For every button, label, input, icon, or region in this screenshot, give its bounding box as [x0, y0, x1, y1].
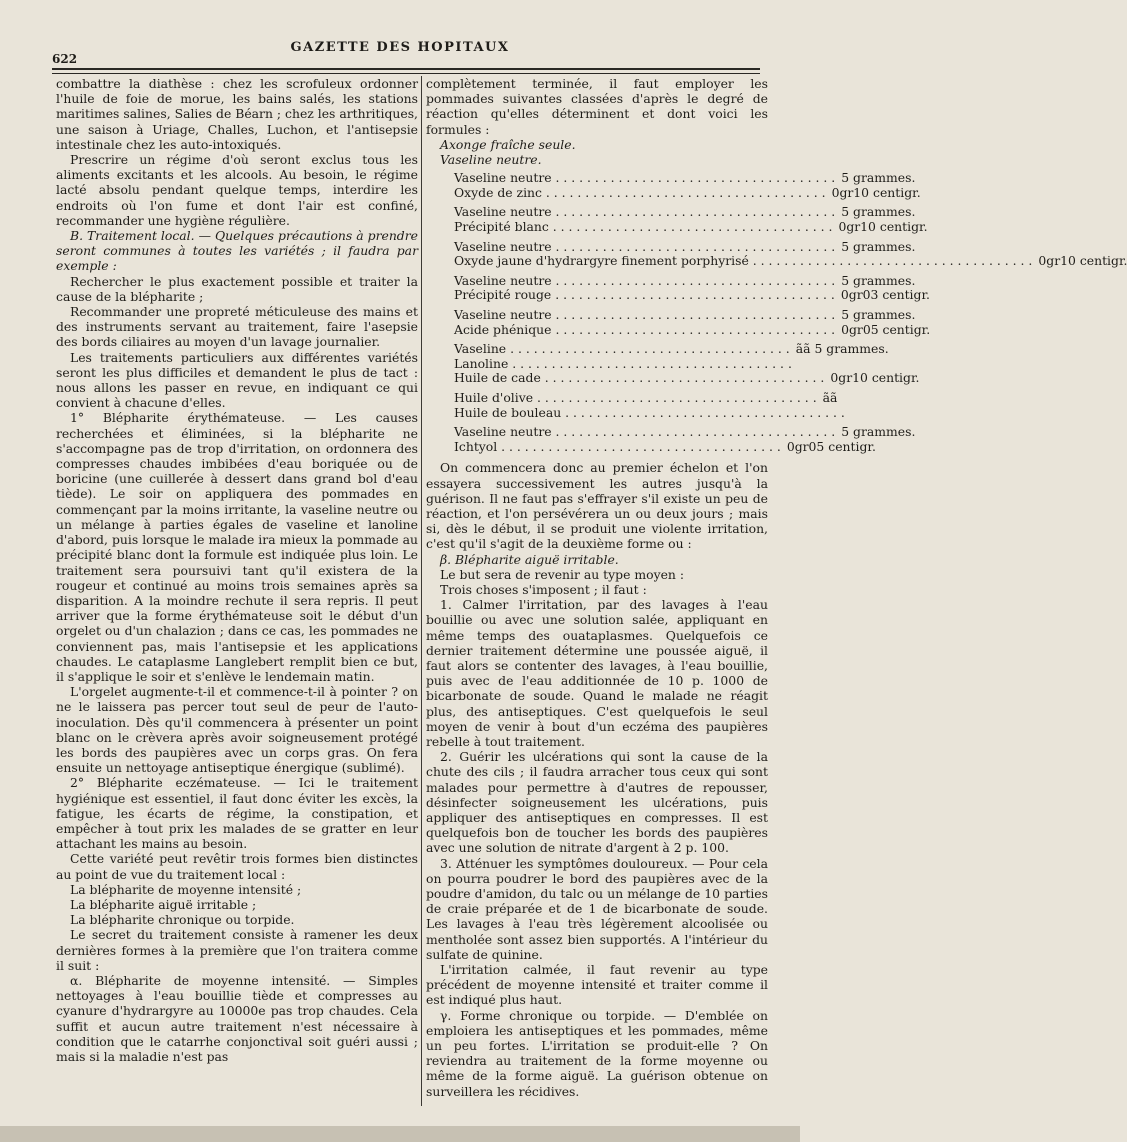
ingredient-quantity: ãã 5 grammes.	[795, 341, 889, 357]
list-item: La blépharite aiguë irritable ;	[70, 896, 257, 912]
formula	[454, 341, 920, 386]
paragraph: 1. Calmer l'irritation, par des lavages à l'eau bouillie ou avec une solution salée, appliquant en même temps des ouataplasmes. Quelquefois ce dernier traitement détermine une poussée aiguë, il faut alors se contenter des lavages, à l'eau bouillie, puis avec de l'eau additionnée de 10 p. 1000 de bicarbonate de soude. Quand le malade ne réagit plus, des antiseptiques. C'est quelquefois le seul moyen de venir à bout d'un eczéma des paupières rebelle à tout traitement.	[426, 597, 768, 749]
paragraph: Les traitements particuliers aux différentes variétés seront les plus difficiles et demandent le plus de tact : nous allons les passer en revue, en indiquant ce qui convient à chacune d'elles.	[56, 349, 418, 411]
formula	[454, 272, 930, 303]
list-item: La blépharite de moyenne intensité ;	[70, 881, 302, 897]
header-rule-thin	[52, 73, 760, 74]
ingredient-name: Vaseline neutre . . .	[454, 308, 835, 323]
ingredient-name: Vaseline neutre . . .	[454, 240, 835, 255]
ingredient-name: Lanoline . . .	[454, 357, 792, 372]
ingredient-name: Oxyde de zinc . . .	[454, 186, 826, 201]
formula-line	[454, 238, 916, 255]
formula-line	[454, 357, 744, 372]
ingredient-quantity: 0gr10 centigr.	[831, 184, 921, 200]
ingredient-quantity: 5 grammes.	[841, 170, 916, 186]
paragraph: Rechercher le plus exactement possible et traiter la cause de la blépharite ;	[56, 273, 418, 304]
section-heading: β. Blépharite aiguë irritable.	[440, 551, 619, 567]
formula	[454, 306, 931, 337]
paragraph: L'irritation calmée, il faut revenir au type précédent de moyenne intensité et traiter comme il est indiqué plus haut.	[426, 962, 768, 1008]
ingredient-quantity: 5 grammes.	[841, 272, 916, 288]
ingredient-name: Acide phénique . . .	[454, 323, 835, 338]
formula-line	[454, 306, 916, 323]
formula-list	[454, 170, 1127, 454]
paragraph: Le but sera de revenir au type moyen :	[440, 566, 684, 582]
page-number: 622	[52, 52, 78, 66]
left-column	[56, 76, 418, 1064]
section-heading: B. Traitement local. — Quelques précautions à prendre seront communes à toutes les variétés ; il faudra par exemple :	[56, 228, 418, 274]
formula-line	[454, 389, 838, 406]
formula-line	[454, 321, 931, 338]
ingredient-name: Précipité rouge . . .	[454, 288, 835, 303]
formula	[454, 424, 916, 454]
journal-title: GAZETTE DES HOPITAUX	[290, 40, 510, 55]
ingredient-name: Huile de cade . . .	[454, 371, 824, 386]
paragraph: Cette variété peut revêtir trois formes bien distinctes au point de vue du traitement local :	[56, 851, 418, 882]
ingredient-name: Vaseline . . .	[454, 342, 790, 357]
paragraph: On commencera donc au premier échelon et l'on essayera successivement les autres jusqu'à la guérison. Il ne faut pas s'effrayer s'il existe un peu de réaction, et l'on persévérera un ou deux jours ; mais si, dès le début, il se produit une violente irritation, c'est qu'il s'agit de la deuxième forme ou :	[426, 460, 768, 552]
ingredient-name: Oxyde jaune d'hydrargyre finement porphyrisé . . .	[454, 254, 1032, 269]
paragraph: Prescrire un régime d'où seront exclus tous les aliments excitants et les alcools. Au besoin, le régime lacté absolu pendant quelque temps, interdire les endroits où l'on fume et dont l'air est confiné, recommander une hygiène régulière.	[56, 152, 418, 228]
formula-line	[454, 341, 889, 357]
ingredient-quantity: 5 grammes.	[841, 306, 916, 322]
formula-line	[454, 438, 876, 455]
ingredient-quantity: 0gr05 centigr.	[786, 438, 876, 454]
formula-base: Axonge fraîche seule.	[440, 136, 576, 152]
ingredient-quantity: ãã	[822, 389, 838, 405]
formula-line	[454, 204, 916, 220]
paragraph: 3. Atténuer les symptômes douloureux. — Pour cela on pourra poudrer le bord des paupières avec de la poudre d'amidon, du talc ou un mélange de 10 parties de craie préparée et de 1 de bicarbonate de soude. Les lavages à l'eau très légèrement alcoolisée ou mentholée sont assez bien supportés. A l'intérieur du sulfate de quinine.	[426, 855, 768, 962]
paragraph: α. Blépharite de moyenne intensité. — Simples nettoyages à l'eau bouillie tiède et compresses au cyanure d'hydrargyre au 10000e pas trop chaudes. Cela suffit et aucun autre traitement n'est nécessaire à condition que le catarrhe conjonctival soit guéri aussi ; mais si la maladie n'est pas	[56, 972, 418, 1064]
ingredient-name: Vaseline neutre . . .	[454, 425, 835, 440]
ingredient-quantity: 0gr10 centigr.	[1038, 253, 1127, 269]
formula-line	[454, 287, 930, 303]
formula-line	[454, 272, 916, 289]
right-column	[426, 76, 1127, 1099]
ingredient-name: Vaseline neutre . . .	[454, 171, 835, 186]
paragraph: 2. Guérir les ulcérations qui sont la cause de la chute des cils ; il faudra arracher tous ceux qui sont malades pour permettre à d'autres de repousser, désinfecter soigneusement les ulcérations, puis appliquer des antiseptiques en compresses. Il est quelquefois bon de toucher les bords des paupières avec une solution de nitrate d'argent à 2 p. 100.	[426, 749, 768, 856]
ingredient-quantity: 5 grammes.	[841, 204, 916, 220]
formula-line	[454, 184, 921, 201]
ingredient-quantity: 0gr10 centigr.	[838, 219, 928, 234]
column-divider	[421, 76, 422, 1106]
formula	[454, 204, 928, 234]
ingredient-name: Ichtyol . . .	[454, 440, 781, 455]
formula-line	[454, 170, 916, 186]
ingredient-quantity: 0gr03 centigr.	[840, 287, 930, 303]
ingredient-quantity: 0gr05 centigr.	[841, 321, 931, 337]
header-rule	[52, 68, 760, 70]
ingredient-name: Huile d'olive . . .	[454, 391, 817, 406]
paragraph: Le secret du traitement consiste à ramener les deux dernières formes à la première que l'on traitera comme il suit :	[56, 927, 418, 973]
formula-line	[454, 219, 928, 235]
list-item: La blépharite chronique ou torpide.	[70, 912, 295, 928]
paragraph: L'orgelet augmente-t-il et commence-t-il à pointer ? on ne le laissera pas percer tout seul de peur de l'auto-inoculation. Dès qu'il commencera à présenter un point blanc on le crèvera après avoir soigneusement protégé les bords des paupières avec un corps gras. On fera ensuite un nettoyage antiseptique énergique (sublimé).	[56, 684, 418, 776]
paragraph: Trois choses s'imposent ; il faut :	[440, 581, 647, 597]
formula-base: Vaseline neutre.	[440, 152, 542, 168]
paragraph: combattre la diathèse : chez les scrofuleux ordonner l'huile de foie de morue, les bains salés, les stations maritimes salines, Salies de Béarn ; chez les arthritiques, une saison à Uriage, Challes, Luchon, et l'antisepsie intestinale chez les auto-intoxiqués.	[56, 76, 418, 152]
ingredient-quantity: 0gr10 centigr.	[830, 370, 920, 386]
ingredient-name: Vaseline neutre . . .	[454, 205, 835, 220]
ingredient-name: Précipité blanc . . .	[454, 220, 832, 235]
formula-line	[454, 406, 744, 421]
ingredient-name: Huile de bouleau . . .	[454, 406, 845, 421]
formula	[454, 389, 838, 420]
ingredient-name: Vaseline neutre . . .	[454, 274, 835, 289]
paragraph: γ. Forme chronique ou torpide. — D'emblée on emploiera les antiseptiques et les pommades, même un peu fortes. L'irritation se produit-elle ? On reviendra au traitement de la forme moyenne ou même de la forme aiguë. La guérison obtenue on surveillera les récidives.	[426, 1007, 768, 1099]
paragraph: complètement terminée, il faut employer les pommades suivantes classées d'après le degré de réaction qu'elles déterminent et dont voici les formules :	[426, 76, 768, 137]
paragraph: 2° Blépharite eczémateuse. — Ici le traitement hygiénique est essentiel, il faut donc éviter les excès, la fatigue, les écarts de régime, la constipation, et empêcher à tout prix les malades de se gratter en leur attachant les mains au besoin.	[56, 775, 418, 852]
paragraph: Recommander une propreté méticuleuse des mains et des instruments servant au traitement, faire l'asepsie des bords ciliaires au moyen d'un lavage journalier.	[56, 304, 418, 350]
page-bottom-edge	[0, 1126, 800, 1142]
ingredient-quantity: 5 grammes.	[841, 424, 916, 440]
ingredient-quantity: 5 grammes.	[841, 238, 916, 254]
formula	[454, 170, 921, 200]
formula-line	[454, 370, 920, 386]
formula	[454, 238, 1127, 269]
paragraph: 1° Blépharite érythémateuse. — Les causes recherchées et éliminées, si la blépharite ne s'accompagne pas de trop d'irritation, on ordonnera des compresses chaudes imbibées d'eau boriquée ou de boricine (une cuillerée à dessert dans grand bol d'eau tiède). Le soir on appliquera des pommades en commençant par la moins irritante, la vaseline neutre ou un mélange à parties égales de vaseline et lanoline d'abord, puis lorsque le malade ira mieux la pommade au précipité blanc dont la formule est indiquée plus loin. Le traitement sera poursuivi tant qu'il existera de la rougeur et continué au moins trois semaines après sa disparition. A la moindre rechute il sera repris. Il peut arriver que la forme érythémateuse soit le début d'un orgelet ou d'un chalazion ; dans ce cas, les pommades ne conviennent pas, mais l'antisepsie et les applications chaudes. Le cataplasme Langlebert remplit bien ce but, il s'applique le soir et s'enlève le lendemain matin.	[56, 410, 418, 684]
formula-line	[454, 253, 1127, 269]
formula-line	[454, 424, 916, 440]
